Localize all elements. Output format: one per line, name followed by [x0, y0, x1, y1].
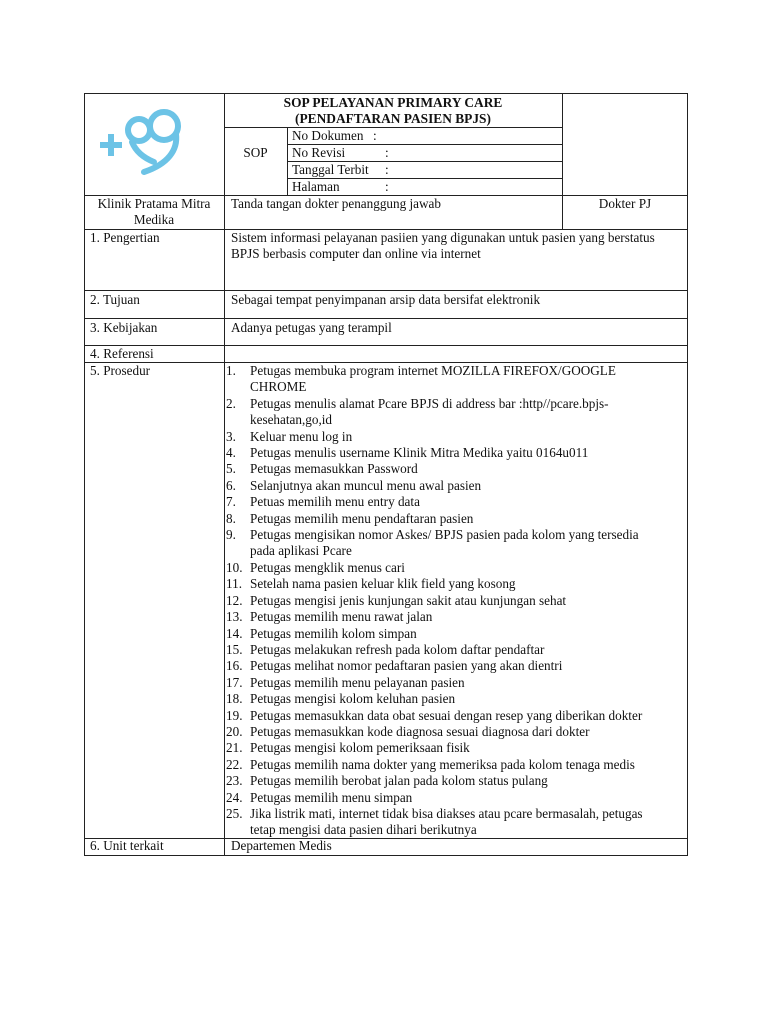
clinic-logo-icon: [92, 100, 202, 180]
prosedur-step-number: 22.: [226, 756, 243, 772]
prosedur-step-text: Petugas melihat nomor pedaftaran pasien yang akan dientri: [250, 658, 563, 674]
prosedur-step-number: 20.: [226, 723, 243, 739]
prosedur-step-number: 1.: [226, 363, 236, 378]
prosedur-step: [226, 707, 684, 724]
divider: [224, 93, 225, 856]
section-pengertian-line1: Sistem informasi pelayanan pasiien yang digunakan untuk pasien yang berstatus: [231, 230, 655, 245]
prosedur-step-text: Petugas membuka program internet MOZILLA FIREFOX/GOOGLE: [250, 363, 616, 378]
prosedur-step-text: pada aplikasi Pcare: [250, 543, 352, 559]
prosedur-step: [226, 740, 684, 756]
section-tujuan-label: 2. Tujuan: [90, 292, 140, 307]
prosedur-step-text: Petugas mengisikan nomor Askes/ BPJS pasien pada kolom yang tersedia: [250, 527, 639, 543]
prosedur-step: [226, 395, 684, 429]
meta-tanggal-terbit-sep: :: [385, 162, 389, 177]
section-unit-terkait-content: Departemen Medis: [231, 838, 332, 853]
prosedur-step: [226, 461, 684, 477]
prosedur-step-number: 5.: [226, 461, 236, 477]
prosedur-step: [226, 805, 684, 839]
prosedur-step-text: Petugas memilih menu pelayanan pasien: [250, 674, 465, 690]
prosedur-step: [226, 527, 684, 560]
prosedur-step-number: 16.: [226, 658, 243, 674]
prosedur-step-text: Petugas mengklik menus cari: [250, 559, 405, 575]
prosedur-step-number: 11.: [226, 576, 242, 592]
prosedur-step-text: Keluar menu log in: [250, 428, 353, 444]
prosedur-step-number: 21.: [226, 740, 243, 756]
section-prosedur-label: 5. Prosedur: [90, 363, 151, 378]
prosedur-step: [226, 592, 684, 609]
prosedur-step: [226, 674, 684, 691]
prosedur-step-text: Petugas memilih menu simpan: [250, 789, 413, 805]
prosedur-step: [226, 625, 684, 642]
doctor-label: Dokter PJ: [598, 196, 652, 211]
prosedur-step-text: Petugas memilih berobat jalan pada kolom status pulang: [250, 773, 548, 789]
prosedur-step: [226, 789, 684, 806]
prosedur-step-text: Petugas mengisi jenis kunjungan sakit atau kunjungan sehat: [250, 592, 567, 608]
prosedur-step-number: 17.: [226, 674, 243, 690]
prosedur-step-text: Petugas memilih menu pendaftaran pasien: [250, 510, 474, 526]
prosedur-step-text: Petugas mengisi kolom keluhan pasien: [250, 691, 456, 707]
prosedur-step-text: Petugas menulis username Klinik Mitra Medika yaitu 0164u011: [250, 445, 589, 461]
prosedur-step-text: Jika listrik mati, internet tidak bisa diakses atau pcare bermasalah, petugas: [250, 805, 643, 821]
section-pengertian-label: 1. Pengertian: [90, 230, 160, 245]
prosedur-step-text: tetap mengisi data pasien dihari berikutnya: [250, 822, 477, 838]
prosedur-step-number: 13.: [226, 609, 243, 625]
prosedur-step-text: Setelah nama pasien keluar klik field yang kosong: [250, 576, 516, 592]
prosedur-step-text: Petuas memilih menu entry data: [250, 494, 420, 510]
prosedur-step-number: 24.: [226, 789, 243, 805]
prosedur-step-number: 12.: [226, 592, 243, 608]
section-pengertian-line2: BPJS berbasis computer dan online via internet: [231, 246, 481, 261]
prosedur-step-text: Petugas mengisi kolom pemeriksaan fisik: [250, 740, 470, 756]
meta-no-revisi-sep: :: [385, 145, 389, 160]
prosedur-step-number: 19.: [226, 707, 243, 723]
meta-tanggal-terbit-label: Tanggal Terbit: [292, 162, 369, 177]
section-kebijakan-label: 3. Kebijakan: [90, 320, 158, 335]
prosedur-step-text: Petugas memilih menu rawat jalan: [250, 609, 433, 625]
prosedur-step-text: Petugas memilih kolom simpan: [250, 625, 417, 641]
signature-label: Tanda tangan dokter penanggung jawab: [231, 196, 442, 211]
prosedur-step-number: 4.: [226, 445, 236, 461]
prosedur-step-number: 10.: [226, 559, 243, 575]
meta-no-dokumen-label: No Dokumen: [292, 128, 364, 143]
prosedur-step-number: 7.: [226, 494, 236, 510]
document-title-line1: SOP PELAYANAN PRIMARY CARE: [283, 95, 503, 110]
sop-label: SOP: [243, 145, 268, 160]
prosedur-step-number: 18.: [226, 691, 243, 707]
prosedur-step: [226, 641, 684, 658]
prosedur-step-number: 15.: [226, 641, 243, 657]
prosedur-step: [226, 723, 684, 740]
divider: [84, 345, 688, 346]
prosedur-step-text: CHROME: [250, 379, 307, 395]
section-kebijakan-content: Adanya petugas yang terampil: [231, 320, 392, 335]
prosedur-step: [226, 559, 684, 576]
prosedur-step-text: Petugas memasukkan Password: [250, 461, 418, 477]
prosedur-step: [226, 658, 684, 674]
prosedur-step-number: 6.: [226, 477, 236, 493]
meta-halaman-sep: :: [385, 179, 389, 194]
prosedur-step: [226, 576, 684, 592]
prosedur-steps-list: [226, 363, 684, 839]
section-referensi-label: 4. Referensi: [90, 346, 154, 361]
prosedur-step-text: Petugas memasukkan data obat sesuai dengan resep yang diberikan dokter: [250, 707, 643, 723]
prosedur-step-text: kesehatan,go,id: [250, 412, 333, 428]
section-tujuan-content: Sebagai tempat penyimpanan arsip data bersifat elektronik: [231, 292, 541, 307]
divider: [84, 290, 688, 291]
prosedur-step-number: 2.: [226, 395, 236, 411]
meta-no-dokumen-sep: :: [373, 128, 377, 143]
prosedur-step: [226, 691, 684, 707]
prosedur-step: [226, 773, 684, 789]
prosedur-step: [226, 428, 684, 445]
prosedur-step-text: Petugas menulis alamat Pcare BPJS di address bar :http//pcare.bpjs-: [250, 395, 609, 411]
prosedur-step-text: Petugas melakukan refresh pada kolom daftar pendaftar: [250, 641, 545, 657]
section-unit-terkait-label: 6. Unit terkait: [90, 838, 164, 853]
prosedur-step: [226, 756, 684, 773]
prosedur-step: [226, 445, 684, 461]
meta-no-revisi-label: No Revisi: [292, 145, 346, 160]
prosedur-step-number: 3.: [226, 428, 236, 444]
prosedur-step-number: 14.: [226, 625, 243, 641]
prosedur-step-text: Petugas memilih nama dokter yang memeriksa pada kolom tenaga medis: [250, 756, 635, 772]
prosedur-step-text: Petugas memasukkan kode diagnosa sesuai diagnosa dari dokter: [250, 723, 590, 739]
document-title-line2: (PENDAFTARAN PASIEN BPJS): [295, 111, 491, 126]
clinic-name: Klinik Pratama Mitra Medika: [97, 196, 211, 228]
prosedur-step: [226, 477, 684, 494]
divider: [84, 318, 688, 319]
prosedur-step: [226, 510, 684, 527]
prosedur-step: [226, 494, 684, 510]
prosedur-step: [226, 363, 684, 396]
prosedur-step-number: 8.: [226, 510, 236, 526]
prosedur-step-number: 9.: [226, 527, 236, 543]
meta-halaman-label: Halaman: [292, 179, 340, 194]
prosedur-step: [226, 609, 684, 625]
prosedur-step-text: Selanjutnya akan muncul menu awal pasien: [250, 477, 482, 493]
prosedur-step-number: 23.: [226, 773, 243, 789]
prosedur-step-number: 25.: [226, 805, 243, 821]
divider: [224, 127, 562, 128]
